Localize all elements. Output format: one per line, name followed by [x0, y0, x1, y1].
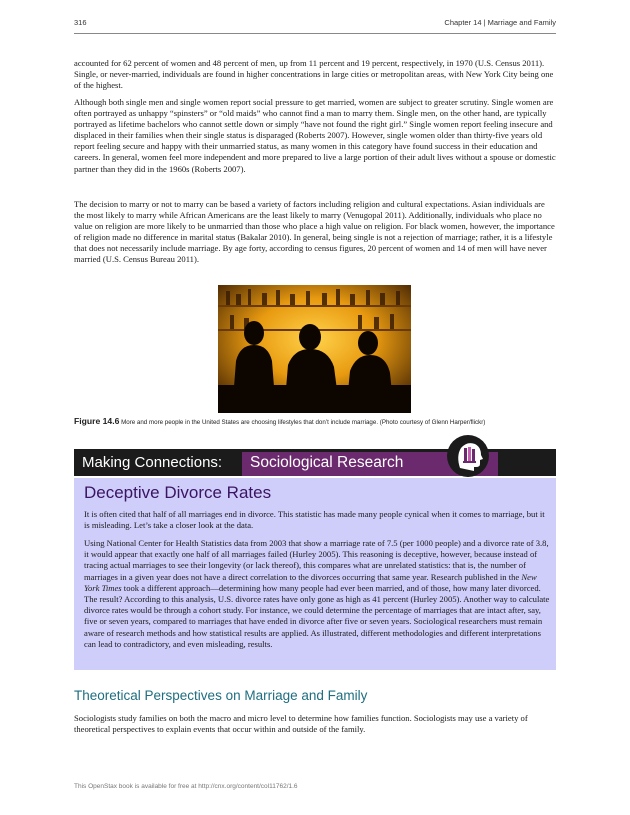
feature-paragraph-intro [84, 509, 550, 531]
paragraph-theoretical-perspectives [74, 713, 556, 735]
feature-box [74, 478, 556, 670]
paragraph-text: Although both single men and single women report social pressure to get married, women are subject to greater scrutiny. Single women are often portrayed as unhappy “spinsters” or “old maids” who cannot find a man to marry them. Single men, on the other hand, are typically portrayed as lifetime bachelors who cannot settle down or simply “have not found the right girl.” Single women report feeling insecure and displaced in their families when their single status is disparaged (Roberts 2007). However, single women older than thirty-five years old report feeling secure and happy with their unmarried status, as many women in this category have found success in their education and careers. In general, women feel more independent and more prepared to live a large portion of their adult lives without a spouse or domestic partner than they did in the 1960s (Roberts 2007). [74, 97, 556, 174]
paragraph-text-part: took a different approach—determining how many people had ever been married, and of those, how many later divorced. The result? According to this analysis, U.S. divorce rates have only gone as high as 41 percent (Hurley 2005). Another way to calculate divorce rates would be through a cohort study. For instance, we could determine the percentage of marriages that are intact after, say, five or seven years, compared to marriages that have ended in divorce after five or seven years. Sociological researchers must remain aware of research methods and how statistical results are applied. As illustrated, different methodologies and different interpretations can lead to contradictory, and even misleading, results. [84, 582, 550, 649]
page-number: 316 [74, 18, 87, 27]
paragraph-text: It is often cited that half of all marriages end in divorce. This statistic has made many people cynical when it comes to marriage, but it is misleading. Let’s take a closer look at the data. [84, 509, 545, 531]
paragraph-text: The decision to marry or not to marry can be based a variety of factors including religion and cultural expectations. Asian individuals are the most likely to marry while African Americans are the least likely to marry (Venugopal 2011). Additionally, individuals who place no value on religion are more likely to be unmarried than those who place a high value on religion. For black women, however, the importance of religion made no difference in marital status (Bakalar 2010). In general, being single is not a rejection of marriage; rather, it is a lifestyle that does not necessarily include marriage. By age forty, according to census figures, 20 percent of women and 14 of men will have never married (U.S. Census Bureau 2011). [74, 199, 555, 265]
making-connections-label: Making Connections: [82, 454, 223, 471]
page-footer: This OpenStax book is available for free at http://cnx.org/content/col11762/1.6 [74, 783, 298, 790]
figure-caption-text: More and more people in the United States are choosing lifestyles that don’t include marriage. (Photo courtesy of Glenn Harper/flickr) [121, 419, 486, 426]
paragraph-text-part: Using National Center for Health Statistics data from 2003 that show a marriage rate of 7.5 (per 1000 people) and a divorce rate of 3.8, it would appear that exactly one half of all marriages failed (Hurley 2005). This reasoning is deceptive, however, because instead of tracing actual marriages to see their longevity (or lack thereof), this compares what are unrelated statistics: that is, the number of marriages in a given year does not have a direct correlation to the divorces occurring that same year. Research published in the [84, 538, 549, 582]
bar-silhouettes-photo [218, 285, 411, 413]
paragraph-decision-to-marry [74, 199, 556, 266]
section-heading: Theoretical Perspectives on Marriage and Family [74, 688, 368, 703]
header-rule [74, 33, 556, 34]
feature-title: Deceptive Divorce Rates [84, 483, 272, 502]
page-header [74, 18, 556, 32]
paragraph-social-pressure [74, 97, 556, 175]
paragraph-text: accounted for 62 percent of women and 48 percent of men, up from 11 percent and 19 percent, respectively, in 1970 (U.S. Census 2011). Single, or never-married, individuals are found in higher concentrations in large cities or metropolitan areas, with New York City being one of the highest. [74, 58, 554, 91]
feature-type-label: Sociological Research [250, 454, 404, 471]
photo-illustration [218, 285, 411, 413]
paragraph-text: Sociologists study families on both the macro and micro level to determine how families function. Sociologists may use a variety of theoretical perspectives to explain events that occur within and outside of the family. [74, 713, 528, 735]
head-books-icon [446, 434, 490, 478]
chapter-title: Chapter 14 | Marriage and Family [444, 18, 556, 27]
figure-label: Figure 14.6 [74, 416, 120, 426]
publication-title: New York Times [84, 571, 537, 593]
paragraph-single-statistics [74, 58, 556, 91]
figure-caption [74, 416, 564, 426]
feature-paragraph-analysis [84, 538, 550, 650]
paragraph-text [84, 538, 550, 650]
